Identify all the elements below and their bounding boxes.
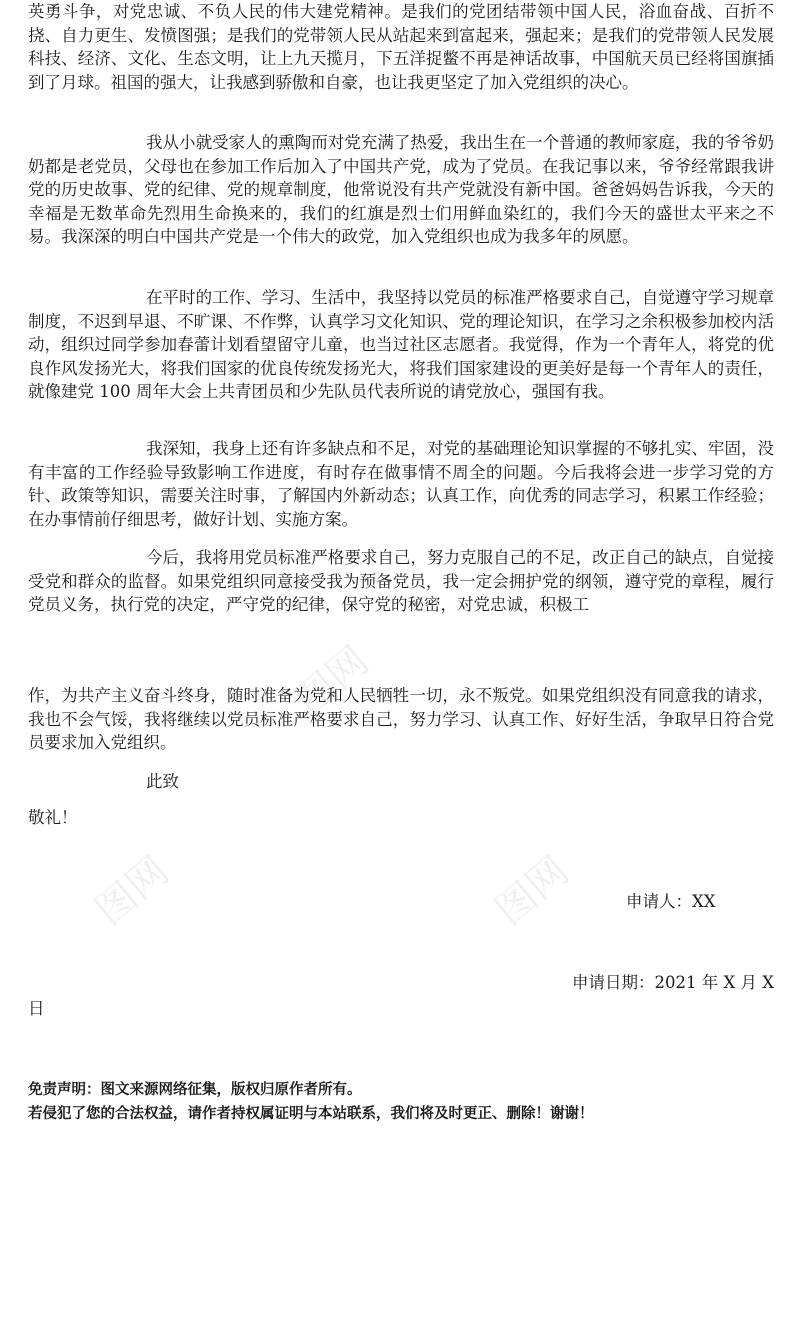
- apply-date: 申请日期：2021 年 X 月 X: [572, 973, 774, 992]
- watermark: 图网: [486, 847, 578, 935]
- watermark: 图网: [86, 847, 178, 935]
- watermark: 图网: [286, 637, 378, 725]
- paragraph-3: 在平时的工作、学习、生活中，我坚持以党员的标准严格要求自己，自觉遵守学习规章制度，不迟到早退、不旷课、不作弊，认真学习文化知识、党的理论知识，在学习之余积极参加校内活动，组织过同学参加春蕾计划看望留守儿童，也当过社区志愿者。我觉得，作为一个青年人，将党的优良作风发扬光大，将我们国家的优良传统发扬光大，将我们国家建设的更美好是每一个青年人的责任，就像建党 100 周年大会上共青团员和少先队员代表所说的请党放心，强国有我。: [28, 288, 774, 402]
- apply-date-wrap: 日: [28, 999, 45, 1018]
- disclaimer-line-2: 若侵犯了您的合法权益，请作者持权属证明与本站联系，我们将及时更正、删除！谢谢！: [28, 1105, 594, 1122]
- applicant-signature: 申请人：XX: [626, 892, 716, 911]
- paragraph-4: 我深知，我身上还有许多缺点和不足，对党的基础理论知识掌握的不够扎实、牢固，没有丰富的工作经验导致影响工作进度，有时存在做事情不周全的问题。今后我将会进一步学习党的方针、政策等知识，需要关注时事，了解国内外新动态；认真工作，向优秀的同志学习，积累工作经验；在办事情前仔细思考，做好计划、实施方案。: [28, 439, 774, 529]
- closing-cizhi: 此致: [146, 772, 179, 791]
- closing-jingli: 敬礼！: [28, 808, 78, 827]
- paragraph-6: 作，为共产主义奋斗终身，随时准备为党和人民牺牲一切，永不叛党。如果党组织没有同意我的请求，我也不会气馁，我将继续以党员标准严格要求自己，努力学习、认真工作、好好生活，争取早日符合党员要求加入党组织。: [28, 686, 774, 753]
- paragraph-5: 今后，我将用党员标准严格要求自己，努力克服自己的不足，改正自己的缺点，自觉接受党和群众的监督。如果党组织同意接受我为预备党员，我一定会拥护党的纲领，遵守党的章程，履行党员义务，执行党的决定，严守党的纪律，保守党的秘密，对党忠诚，积极工: [28, 548, 774, 615]
- disclaimer-line-1: 免责声明：图文来源网络征集，版权归原作者所有。: [28, 1081, 362, 1098]
- paragraph-1: 英勇斗争，对党忠诚、不负人民的伟大建党精神。是我们的党团结带领中国人民，浴血奋战、百折不挠、自力更生、发愤图强；是我们的党带领人民从站起来到富起来，强起来；是我们的党带领人民发展科技、经济、文化、生态文明，让上九天揽月，下五洋捉鳖不再是神话故事，中国航天员已经将国旗插到了月球。祖国的强大，让我感到骄傲和自豪，也让我更坚定了加入党组织的决心。: [28, 2, 774, 92]
- paragraph-2: 我从小就受家人的熏陶而对党充满了热爱，我出生在一个普通的教师家庭，我的爷爷奶奶都是老党员，父母也在参加工作后加入了中国共产党，成为了党员。在我记事以来，爷爷经常跟我讲党的历史故事、党的纪律、党的规章制度，他常说没有共产党就没有新中国。爸爸妈妈告诉我，今天的幸福是无数革命先烈用生命换来的，我们的红旗是烈士们用鲜血染红的，我们今天的盛世太平来之不易。我深深的明白中国共产党是一个伟大的政党，加入党组织也成为我多年的夙愿。: [28, 133, 774, 247]
